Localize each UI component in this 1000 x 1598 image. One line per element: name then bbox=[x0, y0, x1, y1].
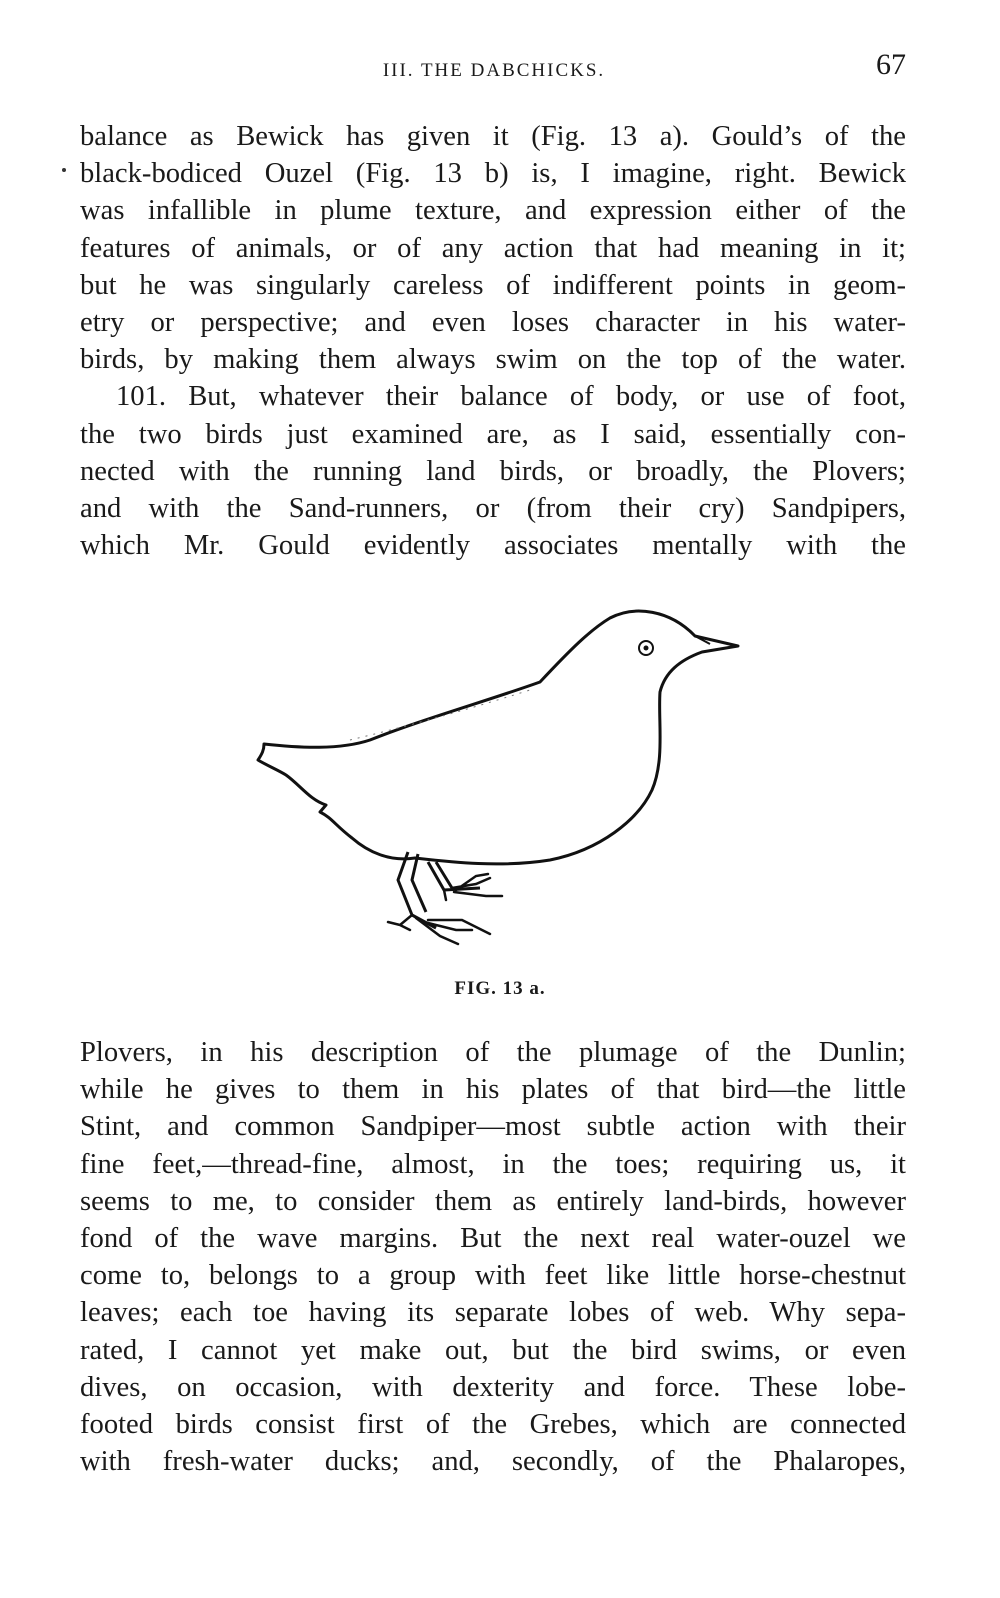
text-line: while he gives to them in his plates of that bird—the little bbox=[80, 1074, 906, 1106]
text-line: balance as Bewick has given it (Fig. 13 a). Gould’s of the bbox=[80, 121, 906, 152]
text-line: come to, belongs to a group with feet like little horse-chestnut bbox=[80, 1260, 906, 1292]
bird-toes-front bbox=[388, 915, 490, 944]
text-line: features of animals, or of any action that had meaning in it; bbox=[80, 232, 906, 264]
page-number: 67 bbox=[876, 48, 906, 81]
text-line: Plovers, in his description of the plumage of the Dunlin; bbox=[80, 1037, 906, 1068]
text-line: dives, on occasion, with dexterity and force. These lobe- bbox=[80, 1371, 906, 1403]
text-line: the two birds just examined are, as I said, essentially con- bbox=[80, 418, 906, 450]
text-line: rated, I cannot yet make out, but the bird swims, or even bbox=[80, 1334, 906, 1366]
text-line: 101. But, whatever their balance of body, or use of foot, bbox=[116, 381, 906, 413]
text-line: black-bodiced Ouzel (Fig. 13 b) is, I imagine, right. Bewick bbox=[80, 158, 906, 190]
bird-body-outline bbox=[258, 611, 738, 864]
bird-illustration bbox=[240, 600, 760, 960]
text-line: leaves; each toe having its separate lobes of web. Why sepa- bbox=[80, 1297, 906, 1329]
top-paragraph bbox=[80, 118, 906, 564]
text-line: Stint, and common Sandpiper—most subtle action with their bbox=[80, 1111, 906, 1143]
text-line: with fresh-water ducks; and, secondly, of the Phalaropes, bbox=[80, 1446, 906, 1478]
running-head bbox=[80, 48, 908, 88]
text-line: but he was singularly careless of indifferent points in geom- bbox=[80, 269, 906, 301]
bottom-paragraph bbox=[80, 1034, 906, 1480]
text-line: was infallible in plume texture, and expression either of the bbox=[80, 195, 906, 227]
text-line: nected with the running land birds, or broadly, the Plovers; bbox=[80, 455, 906, 487]
text-line: which Mr. Gould evidently associates mentally with the bbox=[80, 530, 906, 562]
text-line: footed birds consist first of the Grebes, which are connected bbox=[80, 1408, 906, 1440]
text-line: seems to me, to consider them as entirely land-birds, however bbox=[80, 1185, 906, 1217]
text-line: and with the Sand-runners, or (from their cry) Sandpipers, bbox=[80, 492, 906, 524]
text-line: etry or perspective; and even loses character in his water- bbox=[80, 306, 906, 338]
text-line: fine feet,—thread-fine, almost, in the toes; requiring us, it bbox=[80, 1148, 906, 1180]
text-line: birds, by making them always swim on the top of the water. bbox=[80, 344, 906, 376]
figure-caption: FIG. 13 a. bbox=[454, 978, 546, 999]
text-line: fond of the wave margins. But the next real water-ouzel we bbox=[80, 1222, 906, 1254]
margin-mark bbox=[62, 168, 66, 172]
bird-pupil bbox=[644, 646, 649, 651]
running-title: III. THE DABCHICKS. bbox=[382, 60, 606, 81]
